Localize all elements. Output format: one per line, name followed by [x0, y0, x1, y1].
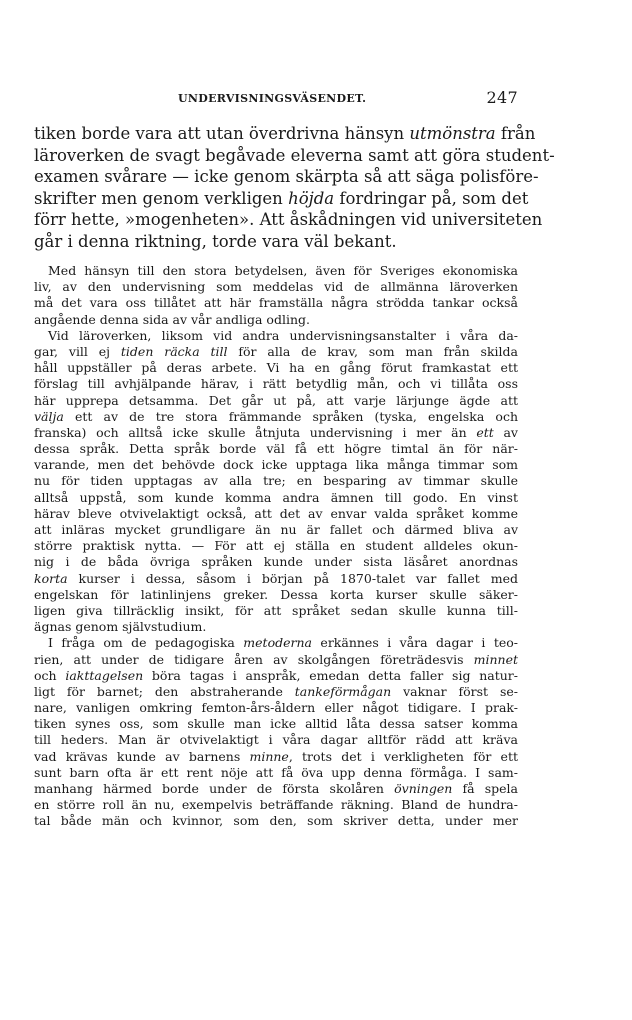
running-title: UNDERVISNINGSVÄSENDET. — [178, 92, 367, 105]
text-line — [34, 209, 543, 231]
text-line — [34, 522, 518, 538]
text-run: gar, vill ej — [34, 343, 121, 359]
italic-phrase: minnet — [473, 651, 518, 667]
text-run: att inläras mycket grundligare än nu är fallet och därmed bliva av — [34, 522, 518, 537]
text-run: nu för tiden upptagas av alla tre; en besparing av timmar skulle — [34, 473, 518, 489]
text-line — [34, 344, 518, 360]
text-line — [34, 295, 518, 311]
text-run: från — [495, 124, 536, 143]
text-run: engelskan för latinlinjens greker. Dessa korta kurser skulle säker- — [34, 586, 518, 602]
body-text — [34, 263, 518, 830]
italic-phrase: iakttagelsen — [65, 667, 144, 683]
text-line — [34, 700, 518, 716]
text-line — [34, 263, 518, 279]
text-line — [34, 619, 518, 635]
text-run: må det vara oss tillåtet att här framställa några strödda tankar också — [34, 295, 518, 311]
text-run: erkännes i våra dagar i teo- — [311, 635, 518, 651]
text-run: ligen giva tillräcklig insikt, för att språket sedan skulle kunna till- — [34, 602, 518, 618]
italic-phrase: övningen — [394, 781, 453, 796]
italic-phrase: ett — [476, 424, 494, 440]
text-line — [34, 765, 518, 781]
text-line — [34, 668, 518, 684]
text-line — [34, 635, 518, 651]
text-line — [34, 473, 518, 489]
text-line — [34, 603, 518, 619]
text-run: böra tagas i anspråk, emedan detta faller sig natur- — [143, 667, 518, 683]
text-run: ett av de tre stora främmande språken (tyska, engelska och — [63, 408, 518, 424]
text-run: angående denna sida av vår andliga odling. — [34, 311, 310, 327]
text-run: en större roll än nu, exempelvis beträffande räkning. Bland de hundra- — [34, 797, 518, 813]
text-line — [34, 425, 518, 441]
text-line — [34, 797, 518, 813]
italic-phrase: tiden räcka till — [120, 343, 228, 359]
text-run: I fråga om de pedagogiska — [48, 635, 244, 651]
text-run: nare, vanligen omkring femton-års-åldern eller något tidigare. I prak- — [34, 700, 518, 716]
text-run: här upprepa detsamma. Det går ut på, att varje lärjunge ägde att — [34, 392, 518, 408]
italic-phrase: utmönstra — [409, 124, 496, 143]
text-line — [34, 538, 518, 554]
text-line — [34, 328, 518, 344]
text-line — [34, 231, 518, 253]
text-run: skrifter men genom verkligen — [34, 188, 289, 208]
text-line — [34, 684, 518, 700]
italic-phrase: minne — [249, 748, 289, 764]
text-run: ligt för barnet; den abstraherande — [34, 683, 295, 699]
text-line — [34, 145, 555, 167]
text-run: för alla de krav, som man från skilda — [227, 343, 518, 359]
text-run: till heders. Man är otvivelaktigt i våra dagar alltför rädd att kräva — [34, 732, 518, 748]
text-line — [34, 749, 518, 765]
text-line — [34, 360, 518, 376]
text-line — [34, 393, 518, 409]
text-line — [34, 652, 518, 668]
text-line — [34, 587, 518, 603]
italic-phrase: metoderna — [243, 635, 312, 651]
text-run: få spela — [452, 781, 518, 796]
text-line — [34, 571, 518, 587]
text-line — [34, 376, 518, 392]
text-line — [34, 166, 539, 188]
text-line — [34, 312, 518, 328]
text-run: nig i de båda övriga språken kunde under sista läsåret anordnas — [34, 554, 518, 570]
text-run: Med hänsyn till den stora betydelsen, även för Sveriges ekonomiska — [48, 263, 518, 278]
text-run: håll uppställer på deras arbete. Vi ha en gång förut framkastat ett — [34, 360, 518, 376]
text-run: kurser i dessa, såsom i början på 1870-talet var fallet med — [67, 570, 518, 586]
text-line — [34, 490, 518, 506]
italic-phrase: tankeförmågan — [294, 683, 392, 699]
italic-phrase: korta — [34, 570, 68, 586]
text-line — [34, 441, 518, 457]
text-line — [34, 123, 536, 145]
text-run: förslag till avhjälpande härav, i rätt betydlig mån, och vi tillåta oss — [34, 376, 518, 392]
text-run: , trots det i verkligheten för ett — [288, 748, 518, 764]
text-run: Vid läroverken, liksom vid andra undervisningsanstalter i våra da- — [48, 327, 518, 343]
italic-phrase: höjda — [288, 188, 335, 208]
text-line — [34, 732, 518, 748]
text-run: läroverken de svagt begåvade eleverna samt att göra student- — [34, 145, 555, 165]
text-line — [34, 554, 518, 570]
text-run: dessa språk. Detta språk borde väl få ett högre timtal än för när- — [34, 441, 518, 457]
text-run: större praktisk nytta. — För att ej ställa en student alldeles okun- — [34, 538, 518, 554]
text-run: tiken synes oss, som skulle man icke alltid låta dessa satser komma — [34, 716, 518, 732]
text-run: rien, att under de tidigare åren av skolgången företrädesvis — [34, 651, 474, 667]
text-run: tal både män och kvinnor, som den, som skriver detta, under mer — [34, 813, 518, 829]
text-line — [34, 813, 518, 829]
text-run: varande, men det behövde dock icke upptaga lika många timmar som — [34, 457, 518, 473]
text-run: sunt barn ofta är ett rent nöje att få öva upp denna förmåga. I sam- — [34, 764, 518, 780]
text-line — [34, 188, 529, 210]
text-run: examen svårare — icke genom skärpta så att säga polisföre- — [34, 167, 539, 186]
text-line — [34, 409, 518, 425]
text-run: härav bleve otvivelaktigt också, att det av envar valda språket komme — [34, 505, 518, 521]
text-line — [34, 279, 518, 295]
text-run: alltså uppstå, som kunde komma andra ämnen till godo. En vinst — [34, 489, 518, 505]
text-run: går i denna riktning, torde vara väl bekant. — [34, 231, 397, 251]
text-run: fordringar på, som det — [334, 188, 529, 208]
page-number: 247 — [486, 88, 518, 107]
intro-paragraph — [34, 123, 555, 252]
text-run: vad krävas kunde av barnens — [34, 748, 250, 764]
text-line — [34, 716, 518, 732]
text-run: franska) och alltså icke skulle åtnjuta undervisning i mer än — [34, 424, 477, 440]
text-run: vaknar först se- — [391, 683, 518, 699]
text-run: förr hette, »mogenheten». Att åskådningen vid universiteten — [34, 210, 543, 229]
text-run: tiken borde vara att utan överdrivna hänsyn — [34, 124, 410, 143]
text-run: av — [493, 424, 518, 440]
text-run: och — [34, 667, 66, 683]
text-line — [34, 457, 518, 473]
text-line — [34, 781, 518, 797]
text-run: liv, av den undervisning som meddelas vid de allmänna läroverken — [34, 279, 518, 295]
text-run: manhang härmed borde under de första skolåren — [34, 781, 395, 796]
text-run: ägnas genom självstudium. — [34, 619, 207, 635]
text-line — [34, 506, 518, 522]
italic-phrase: välja — [34, 408, 64, 424]
